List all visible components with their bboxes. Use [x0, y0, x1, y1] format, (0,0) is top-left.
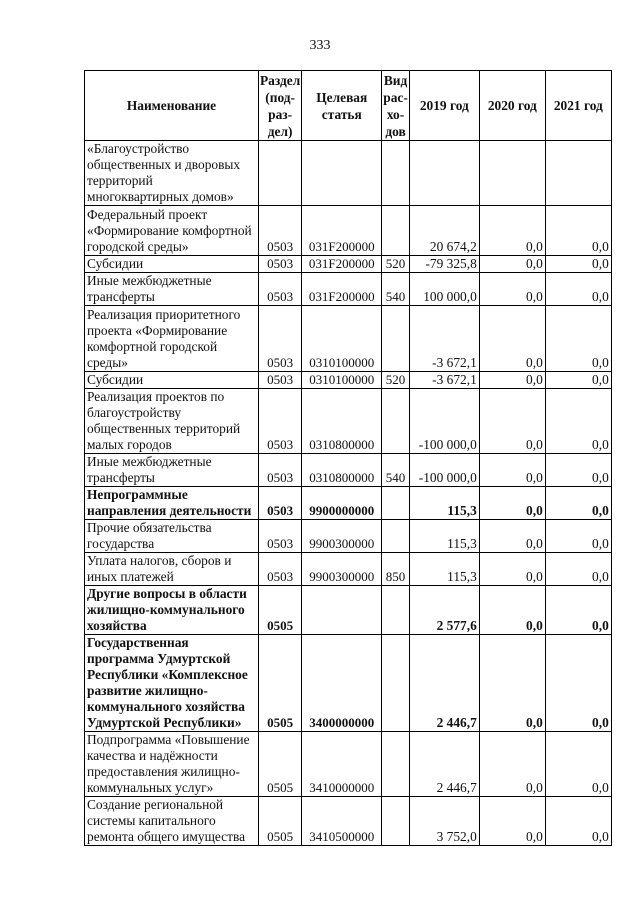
- row-2019: 115,3: [409, 487, 479, 520]
- row-target: 031F200000: [302, 256, 382, 273]
- row-2020: 0,0: [479, 586, 545, 635]
- row-2020: 0,0: [479, 454, 545, 487]
- row-2020: [479, 141, 545, 206]
- row-target: 9900300000: [302, 553, 382, 586]
- row-2019: [409, 141, 479, 206]
- row-2019: 3 752,0: [409, 797, 479, 846]
- row-name: Прочие обязательства государства: [85, 520, 259, 553]
- table-body: [85, 141, 612, 846]
- row-2021: 0,0: [545, 586, 611, 635]
- row-name: Уплата налогов, сборов и иных платежей: [85, 553, 259, 586]
- page-number: 333: [309, 38, 331, 53]
- row-target: 0310800000: [302, 454, 382, 487]
- row-type: [382, 635, 410, 732]
- row-2019: -100 000,0: [409, 389, 479, 454]
- row-2021: 0,0: [545, 454, 611, 487]
- row-type: [382, 487, 410, 520]
- row-2020: 0,0: [479, 389, 545, 454]
- row-section: 0503: [259, 306, 302, 372]
- row-section: 0503: [259, 273, 302, 306]
- row-target: 0310100000: [302, 372, 382, 389]
- row-2021: 0,0: [545, 389, 611, 454]
- row-2021: 0,0: [545, 732, 611, 797]
- row-2019: -100 000,0: [409, 454, 479, 487]
- row-section: 0503: [259, 206, 302, 256]
- row-target: 3400000000: [302, 635, 382, 732]
- row-2020: 0,0: [479, 256, 545, 273]
- header-section: Раздел (под-раз-дел): [260, 72, 301, 139]
- row-type: [382, 206, 410, 256]
- table-row: [85, 520, 612, 553]
- row-type: [382, 586, 410, 635]
- header-row: [85, 71, 612, 141]
- table-row: [85, 454, 612, 487]
- row-2019: 20 674,2: [409, 206, 479, 256]
- row-name: Непрограммные направления деятельности: [85, 487, 259, 520]
- row-section: 0505: [259, 586, 302, 635]
- row-type: [382, 797, 410, 846]
- row-section: 0503: [259, 372, 302, 389]
- row-2020: 0,0: [479, 732, 545, 797]
- row-2021: 0,0: [545, 520, 611, 553]
- row-type: 540: [382, 454, 410, 487]
- table-row: [85, 389, 612, 454]
- table-row: [85, 306, 612, 372]
- row-target: [302, 141, 382, 206]
- row-2020: 0,0: [479, 273, 545, 306]
- row-target: 9900300000: [302, 520, 382, 553]
- row-2019: 2 446,7: [409, 635, 479, 732]
- row-name: Реализация проектов по благоустройству общественных территорий малых городов: [85, 389, 259, 454]
- row-type: [382, 732, 410, 797]
- table-row: [85, 635, 612, 732]
- row-2019: -79 325,8: [409, 256, 479, 273]
- row-section: 0503: [259, 553, 302, 586]
- row-target: 0310800000: [302, 389, 382, 454]
- row-section: 0505: [259, 732, 302, 797]
- row-2020: 0,0: [479, 553, 545, 586]
- table-row: [85, 487, 612, 520]
- row-type: [382, 389, 410, 454]
- row-name: Создание региональной системы капитального ремонта общего имущества: [85, 797, 259, 846]
- row-type: 520: [382, 256, 410, 273]
- row-section: 0503: [259, 487, 302, 520]
- row-2019: 2 446,7: [409, 732, 479, 797]
- row-target: 3410500000: [302, 797, 382, 846]
- row-2021: 0,0: [545, 553, 611, 586]
- row-section: 0505: [259, 797, 302, 846]
- row-target: 9900000000: [302, 487, 382, 520]
- budget-table: [84, 70, 612, 846]
- table-row: [85, 732, 612, 797]
- table-row: [85, 797, 612, 846]
- row-name: Субсидии: [85, 372, 259, 389]
- row-type: 520: [382, 372, 410, 389]
- row-2019: 115,3: [409, 520, 479, 553]
- row-2019: 2 577,6: [409, 586, 479, 635]
- row-type: [382, 306, 410, 372]
- row-name: Федеральный проект «Формирование комфортной городской среды»: [85, 206, 259, 256]
- table-row: [85, 553, 612, 586]
- header-target: Целевая статья: [302, 71, 382, 141]
- row-section: 0503: [259, 520, 302, 553]
- header-2019: 2019 год: [409, 71, 479, 141]
- row-name: Реализация приоритетного проекта «Формирование комфортной городской среды»: [85, 306, 259, 372]
- row-name: Иные межбюджетные трансферты: [85, 454, 259, 487]
- table-row: [85, 372, 612, 389]
- row-type: 540: [382, 273, 410, 306]
- table-row: [85, 256, 612, 273]
- row-2021: 0,0: [545, 273, 611, 306]
- row-2021: 0,0: [545, 372, 611, 389]
- row-section: 0505: [259, 635, 302, 732]
- header-2020: 2020 год: [479, 71, 545, 141]
- table-row: [85, 141, 612, 206]
- row-target: 0310100000: [302, 306, 382, 372]
- row-name: Государственная программа Удмуртской Республики «Комплексное развитие жилищно-коммунального хозяйства Удмуртской Республики»: [85, 635, 259, 732]
- row-2021: 0,0: [545, 256, 611, 273]
- row-2020: 0,0: [479, 306, 545, 372]
- row-section: 0503: [259, 256, 302, 273]
- row-2020: 0,0: [479, 635, 545, 732]
- row-name: Иные межбюджетные трансферты: [85, 273, 259, 306]
- row-2019: -3 672,1: [409, 372, 479, 389]
- row-section: 0503: [259, 454, 302, 487]
- row-2021: 0,0: [545, 487, 611, 520]
- row-target: 031F200000: [302, 206, 382, 256]
- row-2020: 0,0: [479, 797, 545, 846]
- table-row: [85, 206, 612, 256]
- row-target: 031F200000: [302, 273, 382, 306]
- row-type: 850: [382, 553, 410, 586]
- row-2019: 115,3: [409, 553, 479, 586]
- row-name: Подпрограмма «Повышение качества и надёжности предоставления жилищно-коммунальных услуг»: [85, 732, 259, 797]
- row-2021: 0,0: [545, 306, 611, 372]
- row-2021: 0,0: [545, 635, 611, 732]
- row-type: [382, 141, 410, 206]
- table-row: [85, 273, 612, 306]
- row-section: [259, 141, 302, 206]
- row-section: 0503: [259, 389, 302, 454]
- header-type: Вид рас-хо-дов: [383, 72, 408, 139]
- row-2021: 0,0: [545, 797, 611, 846]
- row-name: Другие вопросы в области жилищно-коммунального хозяйства: [85, 586, 259, 635]
- row-2020: 0,0: [479, 520, 545, 553]
- row-name: «Благоустройство общественных и дворовых территорий многоквартирных домов»: [85, 141, 259, 206]
- row-2019: 100 000,0: [409, 273, 479, 306]
- header-name: Наименование: [85, 71, 259, 141]
- table-row: [85, 586, 612, 635]
- row-2020: 0,0: [479, 206, 545, 256]
- row-2020: 0,0: [479, 487, 545, 520]
- row-2020: 0,0: [479, 372, 545, 389]
- row-target: 3410000000: [302, 732, 382, 797]
- row-2021: [545, 141, 611, 206]
- row-type: [382, 520, 410, 553]
- row-2019: -3 672,1: [409, 306, 479, 372]
- row-2021: 0,0: [545, 206, 611, 256]
- header-2021: 2021 год: [545, 71, 611, 141]
- row-target: [302, 586, 382, 635]
- row-name: Субсидии: [85, 256, 259, 273]
